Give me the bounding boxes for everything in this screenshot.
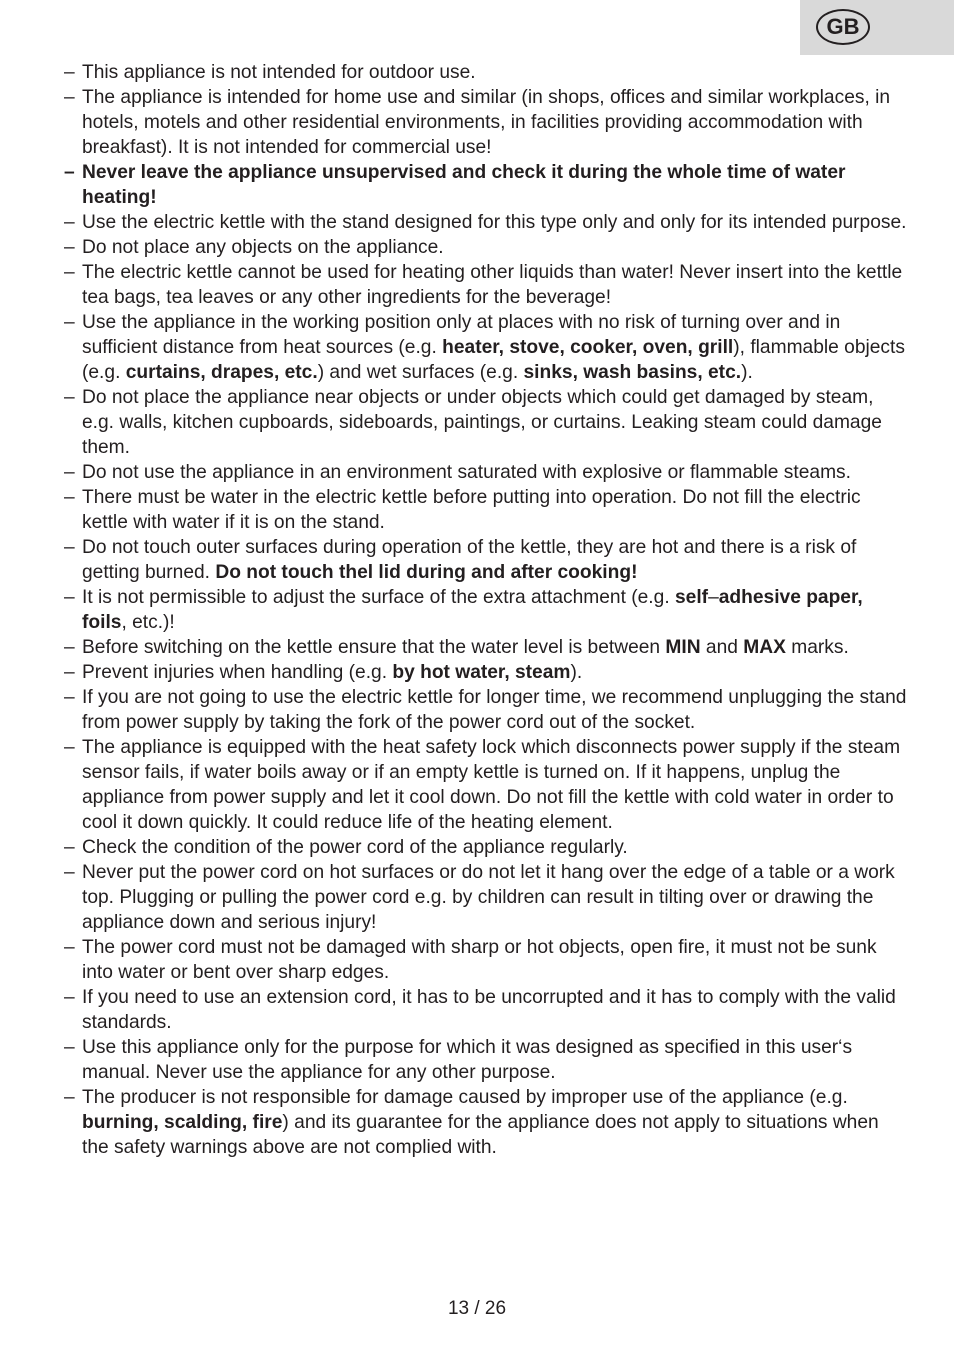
item-text: ), flammable objects (e.g. [82, 337, 905, 383]
list-dash: – [64, 487, 75, 508]
emphasis-text: adhesive paper, foils [82, 587, 863, 633]
safety-item [64, 60, 910, 85]
item-text: Do not place the appliance near objects or under objects which could get damaged by steam, e.g. walls, kitchen cupboards, sideboards, paintings, or curtains. Leaking steam could damage them. [82, 387, 882, 458]
safety-item [64, 1035, 910, 1085]
item-text: ). [570, 662, 583, 683]
emphasis-text: heater, stove, cooker, oven, grill [442, 337, 734, 358]
list-dash: – [64, 637, 75, 658]
item-text: Use the electric kettle with the stand designed for this type only and only for its intended purpose. [82, 212, 907, 233]
item-text: ) and its guarantee for the appliance does not apply to situations when the safety warnings above are not complied with. [82, 1112, 879, 1158]
item-text: Do not place any objects on the appliance. [82, 237, 444, 258]
emphasis-text: curtains, drapes, etc. [125, 362, 318, 383]
language-tab [800, 0, 954, 55]
item-text: If you are not going to use the electric kettle for longer time, we recommend unplugging the stand from power supply by taking the fork of the power cord out of the socket. [82, 687, 907, 733]
list-dash: – [64, 1037, 75, 1058]
list-dash: – [64, 387, 75, 408]
safety-item [64, 685, 910, 735]
safety-item [64, 235, 910, 260]
language-badge: GB [816, 9, 870, 45]
item-text: ). [741, 362, 753, 383]
emphasis-text: by hot water, steam [392, 662, 571, 683]
list-dash: – [64, 237, 75, 258]
item-text: If you need to use an extension cord, it has to be uncorrupted and it has to comply with the valid standards. [82, 987, 896, 1033]
list-dash: – [64, 687, 75, 708]
item-text: There must be water in the electric kettle before putting into operation. Do not fill the electric kettle with water if it is on the stand. [82, 487, 861, 533]
safety-item [64, 535, 910, 585]
item-text: Do not use the appliance in an environment saturated with explosive or flammable steams. [82, 462, 851, 483]
safety-item [64, 585, 910, 635]
safety-item [64, 735, 910, 835]
list-dash: – [64, 462, 75, 483]
item-text: The producer is not responsible for damage caused by improper use of the appliance (e.g. [82, 1087, 848, 1108]
list-dash: – [64, 587, 75, 608]
item-text: ) and wet surfaces (e.g. [317, 362, 524, 383]
list-dash: – [64, 87, 75, 108]
list-dash: – [64, 837, 75, 858]
list-dash: – [64, 212, 75, 233]
safety-item [64, 160, 910, 210]
safety-item [64, 485, 910, 535]
item-text: Before switching on the kettle ensure that the water level is between [82, 637, 666, 658]
list-dash: – [64, 662, 75, 683]
list-dash: – [64, 162, 75, 183]
page-number: 13 / 26 [447, 1298, 507, 1319]
emphasis-text: self [674, 587, 709, 608]
safety-item [64, 85, 910, 160]
list-dash: – [64, 262, 75, 283]
item-text: Prevent injuries when handling (e.g. [82, 662, 393, 683]
item-text: , etc.)! [121, 612, 175, 633]
emphasis-text: burning, scalding, fire [82, 1112, 283, 1133]
item-text: Check the condition of the power cord of the appliance regularly. [82, 837, 628, 858]
safety-item [64, 860, 910, 935]
item-text: marks. [785, 637, 849, 658]
item-text: Never put the power cord on hot surfaces or do not let it hang over the edge of a table or a work top. Plugging or pulling the power cord e.g. by children can result in tilting over or drawing the appliance down and serious injury! [82, 862, 895, 933]
item-text: and [700, 637, 744, 658]
safety-item [64, 635, 910, 660]
item-text: – [708, 587, 719, 608]
list-dash: – [64, 62, 75, 83]
item-text: Do not touch outer surfaces during operation of the kettle, they are hot and there is a risk of getting burned. [82, 537, 857, 583]
list-dash: – [64, 737, 75, 758]
emphasis-text: Never leave the appliance unsupervised and check it during the whole time of water heating! [82, 162, 846, 208]
list-dash: – [64, 1087, 75, 1108]
item-text: The power cord must not be damaged with sharp or hot objects, open fire, it must not be sunk into water or bent over sharp edges. [82, 937, 877, 983]
item-text: The appliance is equipped with the heat safety lock which disconnects power supply if the steam sensor fails, if water boils away or if an empty kettle is turned on. If it happens, unplug the appliance from power supply and let it cool down. Do not fill the kettle with cold water in order to cool it down quickly. It could reduce life of the heating element. [82, 737, 901, 833]
emphasis-text: MIN [665, 637, 701, 658]
emphasis-text: sinks, wash basins, etc. [523, 362, 742, 383]
item-text: The appliance is intended for home use and similar (in shops, offices and similar workplaces, in hotels, motels and other residential environments, in facilities providing accommodation with breakfast). It is not intended for commercial use! [82, 87, 891, 158]
safety-item [64, 835, 910, 860]
safety-item [64, 385, 910, 460]
safety-item [64, 210, 910, 235]
list-dash: – [64, 987, 75, 1008]
emphasis-text: MAX [743, 637, 786, 658]
safety-item [64, 985, 910, 1035]
list-dash: – [64, 537, 75, 558]
safety-item [64, 260, 910, 310]
item-text: This appliance is not intended for outdoor use. [82, 62, 476, 83]
safety-item [64, 935, 910, 985]
emphasis-text: Do not touch thel lid during and after cooking! [215, 562, 638, 583]
list-dash: – [64, 312, 75, 333]
safety-instructions-list [64, 60, 910, 1160]
list-dash: – [64, 937, 75, 958]
safety-item [64, 310, 910, 385]
item-text: Use this appliance only for the purpose for which it was designed as specified in this user‘s manual. Never use the appliance for any other purpose. [82, 1037, 853, 1083]
safety-item [64, 460, 910, 485]
item-text: Use the appliance in the working position only at places with no risk of turning over and in sufficient distance from heat sources (e.g. [82, 312, 841, 358]
item-text: The electric kettle cannot be used for heating other liquids than water! Never insert into the kettle tea bags, tea leaves or any other ingredients for the beverage! [82, 262, 903, 308]
safety-item [64, 660, 910, 685]
list-dash: – [64, 862, 75, 883]
safety-item [64, 1085, 910, 1160]
item-text: It is not permissible to adjust the surface of the extra attachment (e.g. [82, 587, 675, 608]
